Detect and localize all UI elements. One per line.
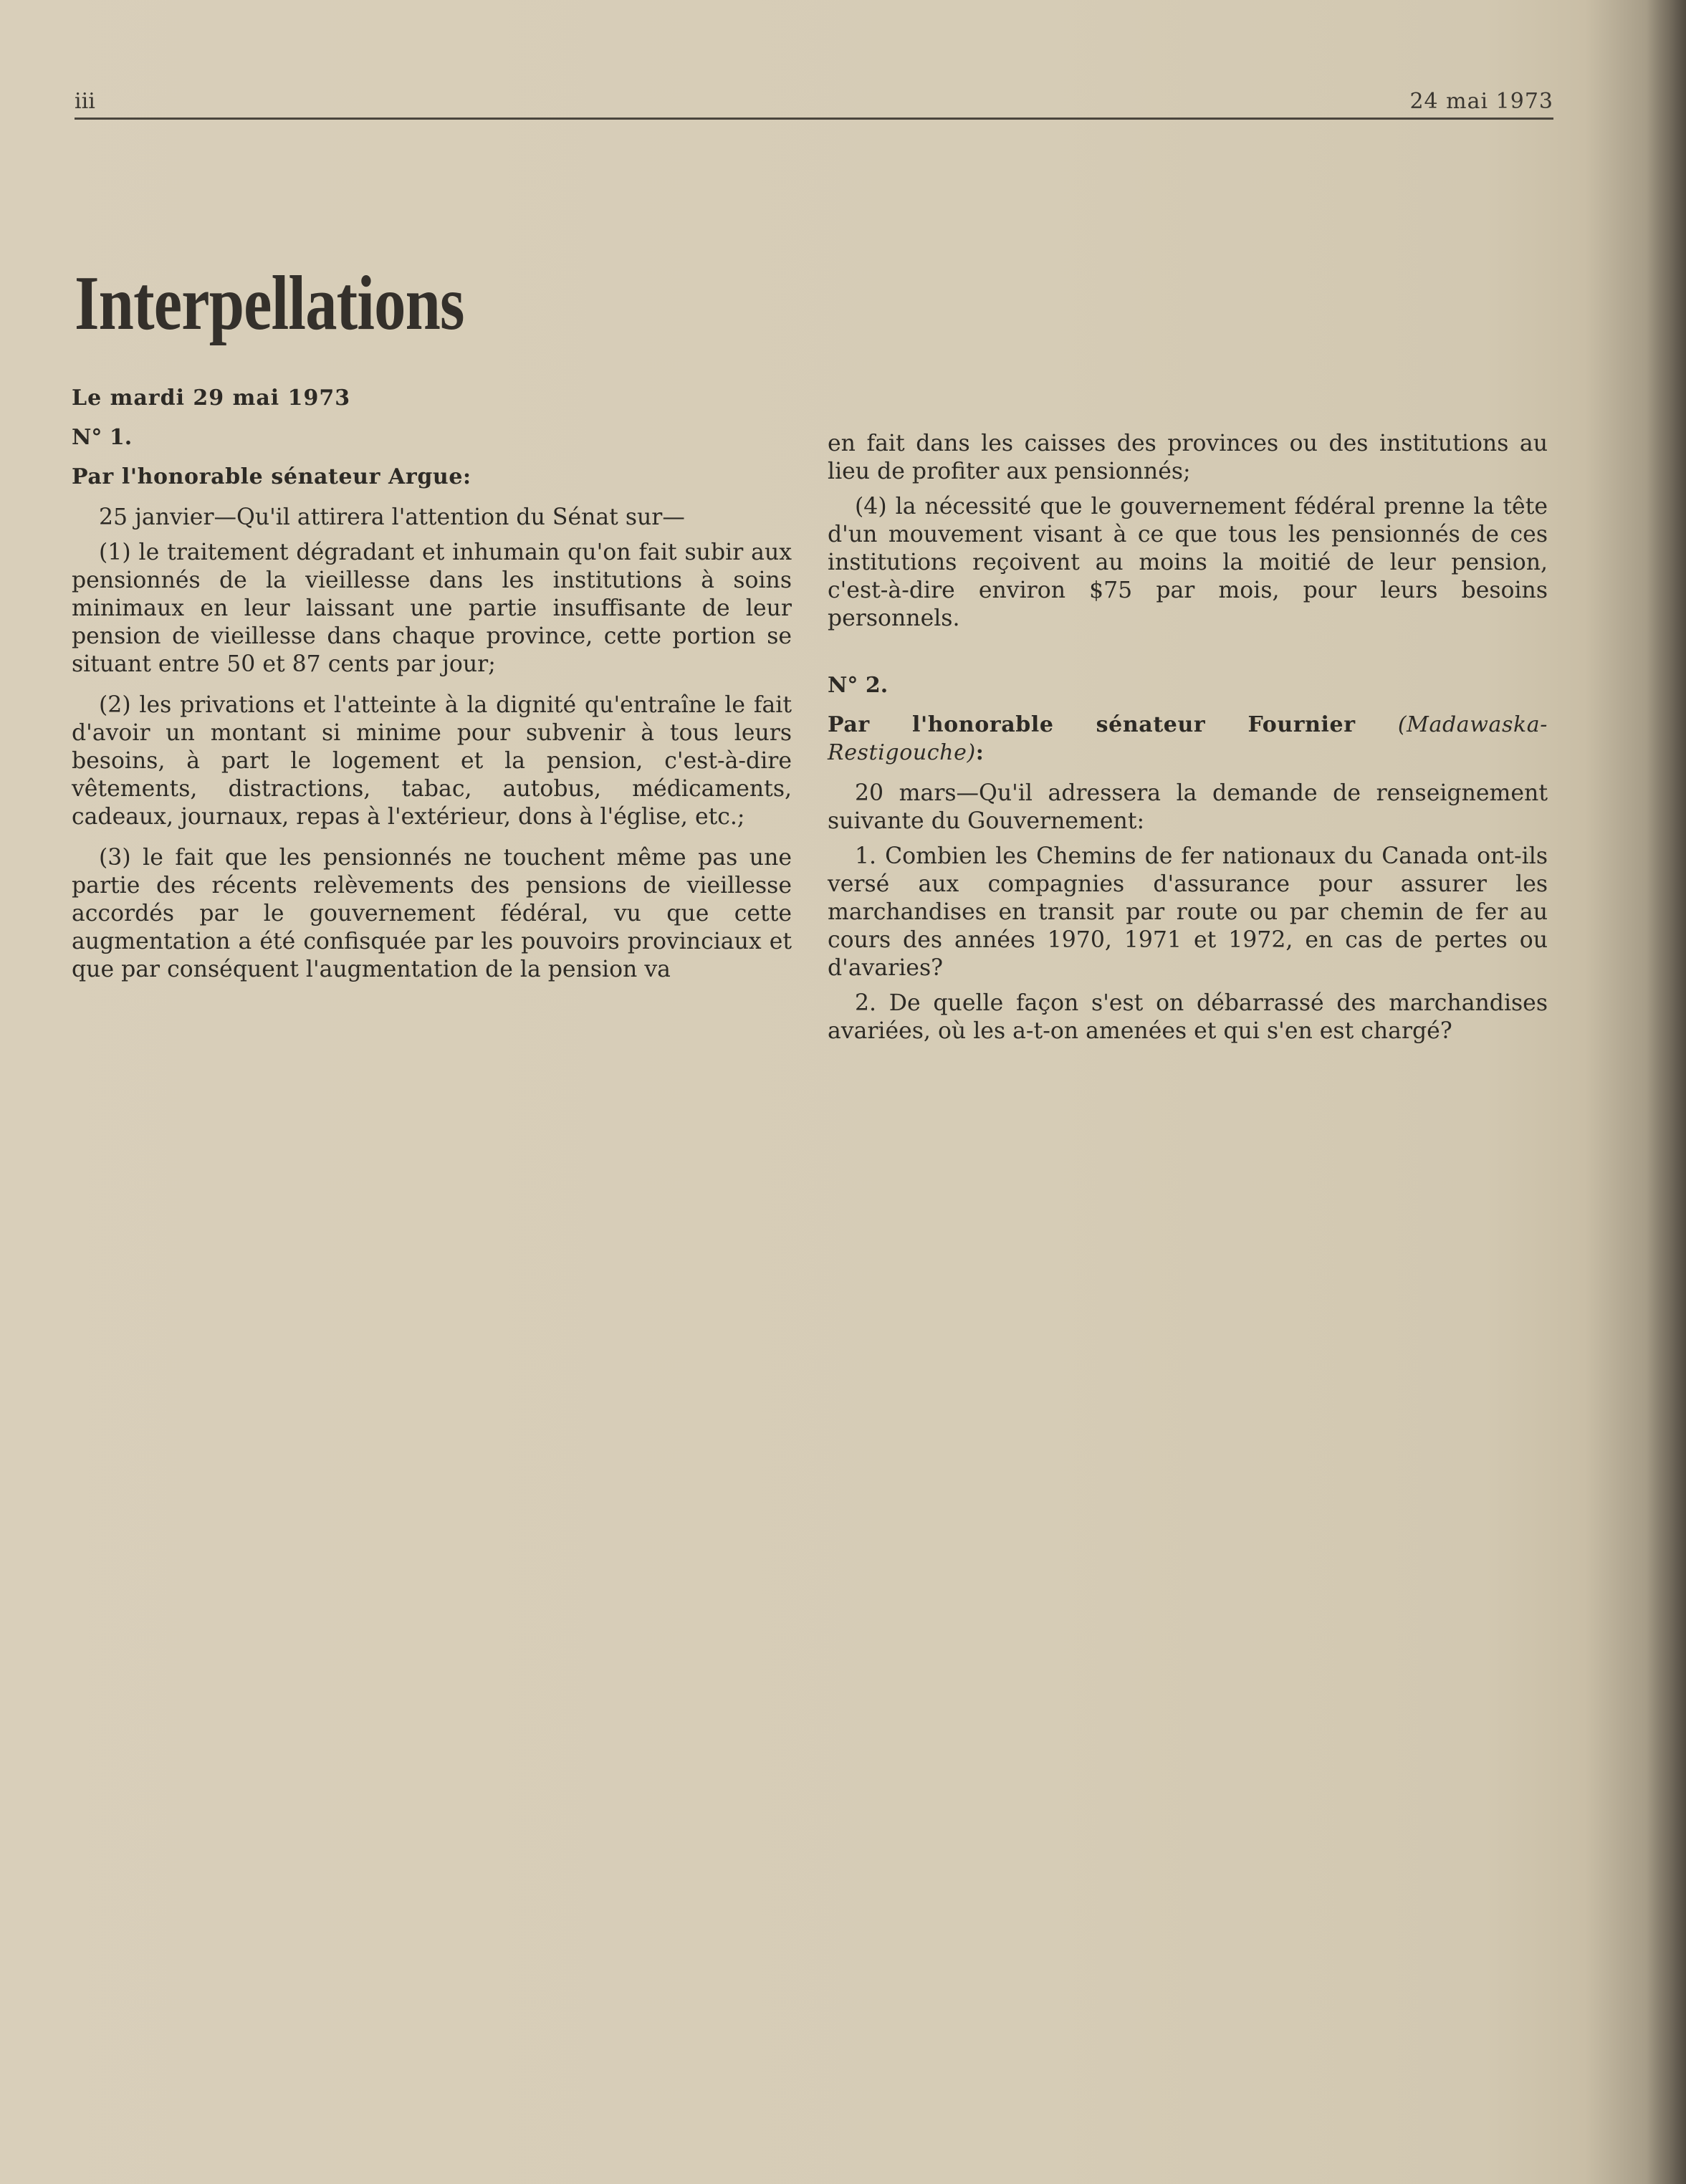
page-binding-shadow xyxy=(1647,0,1686,2184)
question-2-subquestion-2: 2. De quelle façon s'est on débarrassé des marchandises avariées, où les a-t-on amenées et qui s'en est chargé? xyxy=(828,990,1548,1044)
question-2-riding: (Madawaska-Restigouche) xyxy=(828,712,1548,765)
question-1-item-2: (2) les privations et l'atteinte à la dignité qu'entraîne le fait d'avoir un montant si minime pour subvenir à tous leurs besoins, à part le logement et la pension, c'est-à-dire vêtements, distractions, tabac, autobus, médicaments, cadeaux, journaux, repas à l'extérieur, dons à l'église, etc.; xyxy=(72,692,792,830)
question-1-item-3: (3) le fait que les pensionnés ne touchent même pas une partie des récents relèvements des pensions de vieillesse accordés par le gouvernement fédéral, vu que cette augmentation a été confisquée par les pouvoirs provinciaux et que par conséquent l'augmentation de la pension va xyxy=(72,845,792,982)
header-rule xyxy=(75,118,1553,120)
running-head xyxy=(75,85,1553,120)
question-1-number: N° 1. xyxy=(72,425,133,450)
question-1-item-3-continued: en fait dans les caisses des provinces ou des institutions au lieu de profiter aux pensionnés; xyxy=(828,431,1548,484)
sitting-date: Le mardi 29 mai 1973 xyxy=(72,385,351,411)
question-2-number: N° 2. xyxy=(828,673,888,698)
right-column xyxy=(828,430,1548,1058)
question-2-subquestion-1: 1. Combien les Chemins de fer nationaux du Canada ont-ils versé aux compagnies d'assurance pour assurer les marchandises en transit par route ou par chemin de fer au cours des années 1970, 1971 et 1972, en cas de pertes ou d'avaries? xyxy=(828,843,1548,981)
question-1-item-1: (1) le traitement dégradant et inhumain qu'on fait subir aux pensionnés de la vieillesse dans les institutions à soins minimaux en leur laissant une partie insuffisante de leur pension de vieillesse dans chaque province, cette portion se situant entre 50 et 87 cents par jour; xyxy=(72,540,792,677)
question-2-author xyxy=(828,711,1548,767)
section-gap xyxy=(828,646,1548,664)
question-1-notice: 25 janvier—Qu'il attirera l'attention du Sénat sur— xyxy=(99,504,685,530)
question-2-author-suffix: : xyxy=(975,740,985,765)
left-column xyxy=(72,384,792,997)
question-1-author: Par l'honorable sénateur Argue: xyxy=(72,464,471,489)
page-folio: iii xyxy=(75,89,95,114)
page-title: Interpellations xyxy=(75,261,464,346)
question-1-item-4: (4) la nécessité que le gouvernement fédéral prenne la tête d'un mouvement visant à ce que tous les pensionnés de ces institutions reçoivent au moins la moitié de leur pension, c'est-à-dire environ $75 par mois, pour leurs besoins personnels. xyxy=(828,494,1548,631)
header-date: 24 mai 1973 xyxy=(1409,89,1553,114)
question-2-notice: 20 mars—Qu'il adressera la demande de renseignement suivante du Gouvernement: xyxy=(828,780,1548,834)
question-2-author-name: Par l'honorable sénateur Fournier xyxy=(828,712,1356,737)
